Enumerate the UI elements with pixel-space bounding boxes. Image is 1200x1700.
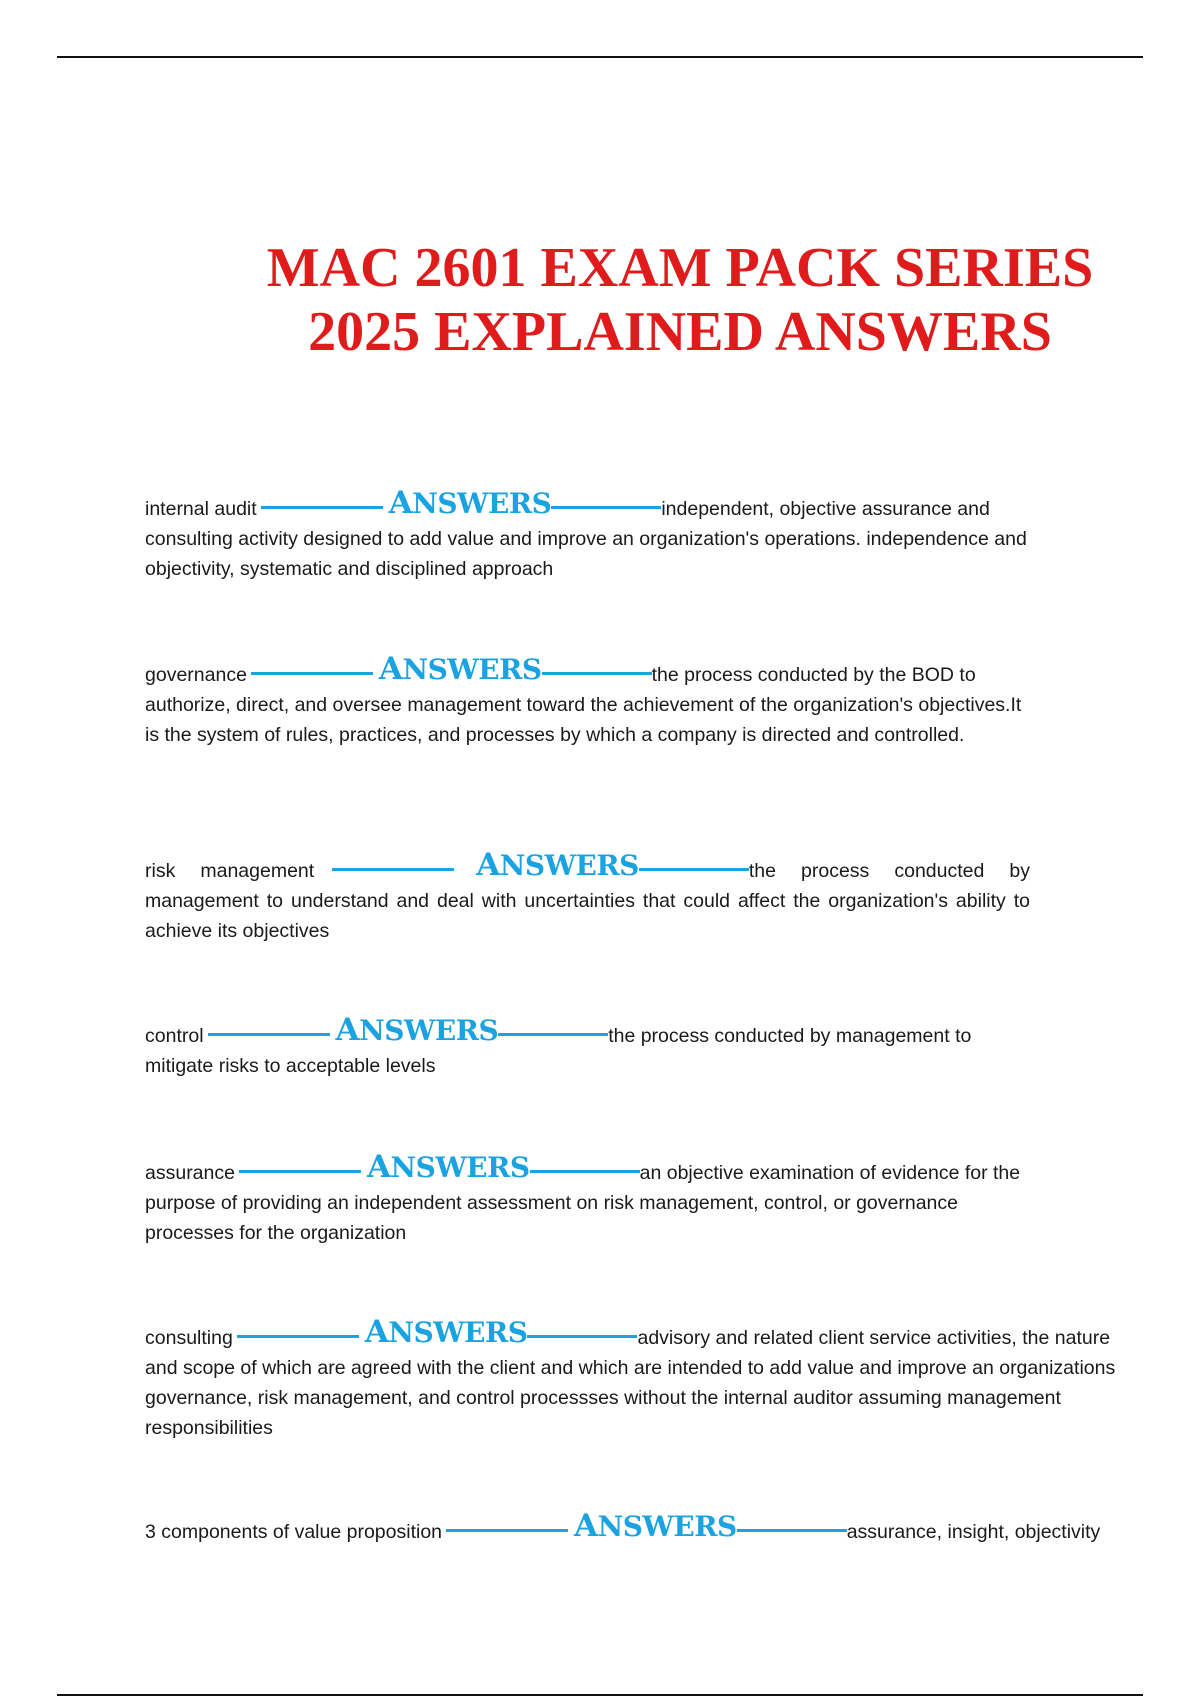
qa-term: risk management xyxy=(145,860,315,882)
qa-item-value-proposition xyxy=(145,1508,1120,1547)
title-line-2: 2025 EXPLAINED ANSWERS xyxy=(308,301,1052,363)
qa-term: 3 components of value proposition xyxy=(145,1521,443,1543)
qa-item-consulting xyxy=(145,1314,1120,1443)
qa-item-control xyxy=(145,1012,1030,1081)
separator-line xyxy=(551,506,661,509)
qa-answer: an objective examination of evidence for the purpose of providing an independent assessment on risk management, control, or governance processes for the organization xyxy=(145,1162,1021,1244)
separator-line xyxy=(530,1170,640,1173)
qa-item-risk-management xyxy=(145,847,1030,946)
qa-answer: advisory and related client service activities, the nature and scope of which are agreed with the client and which are intended to add value and improve an organizations governance, risk management, and control processses without the internal auditor assuming management responsibilities xyxy=(145,1327,1116,1439)
qa-answer: the process conducted by the BOD to authorize, direct, and oversee management toward the achievement of the organization's objectives.It is the system of rules, practices, and processes by which a company is directed and controlled. xyxy=(145,664,1022,746)
qa-answer: the process conducted by management to mitigate risks to acceptable levels xyxy=(145,1025,972,1077)
answers-label: ANSWERS xyxy=(335,1012,499,1048)
qa-term: governance xyxy=(145,664,247,686)
title-line-1: MAC 2601 EXAM PACK SERIES xyxy=(266,237,1094,299)
qa-term: assurance xyxy=(145,1162,235,1184)
qa-answer: independent, objective assurance and consulting activity designed to add value and improve an organization's operations. independence and objectivity, systematic and disciplined approach xyxy=(145,498,1027,580)
answers-label: ANSWERS xyxy=(476,847,639,883)
answers-label: ANSWERS xyxy=(366,1149,530,1185)
separator-line xyxy=(542,672,652,675)
qa-term: internal audit xyxy=(145,498,257,520)
qa-term: control xyxy=(145,1025,204,1047)
answers-label: ANSWERS xyxy=(574,1508,737,1544)
footer-rule xyxy=(57,1694,1143,1696)
header-rule xyxy=(57,56,1143,58)
separator-line xyxy=(208,1033,330,1036)
answers-label: ANSWERS xyxy=(388,485,552,521)
separator-line xyxy=(251,672,373,675)
qa-item-governance xyxy=(145,651,1030,750)
qa-answer: assurance, insight, objectivity xyxy=(846,1521,1101,1543)
answers-label: ANSWERS xyxy=(378,651,542,687)
separator-line xyxy=(639,868,749,871)
page-title xyxy=(230,236,1130,364)
qa-answer: the process conducted by management to understand and deal with uncertainties that could affect the organization's ability to achieve its objectives xyxy=(145,860,1030,942)
separator-line xyxy=(261,506,383,509)
separator-line xyxy=(239,1170,361,1173)
separator-line xyxy=(737,1529,847,1532)
separator-line xyxy=(446,1529,568,1532)
qa-item-assurance xyxy=(145,1149,1030,1248)
separator-line xyxy=(527,1335,637,1338)
separator-line xyxy=(332,868,454,871)
separator-line xyxy=(498,1033,608,1036)
answers-label: ANSWERS xyxy=(364,1314,528,1350)
separator-line xyxy=(237,1335,359,1338)
qa-term: consulting xyxy=(145,1327,233,1349)
qa-item-internal-audit xyxy=(145,485,1030,584)
